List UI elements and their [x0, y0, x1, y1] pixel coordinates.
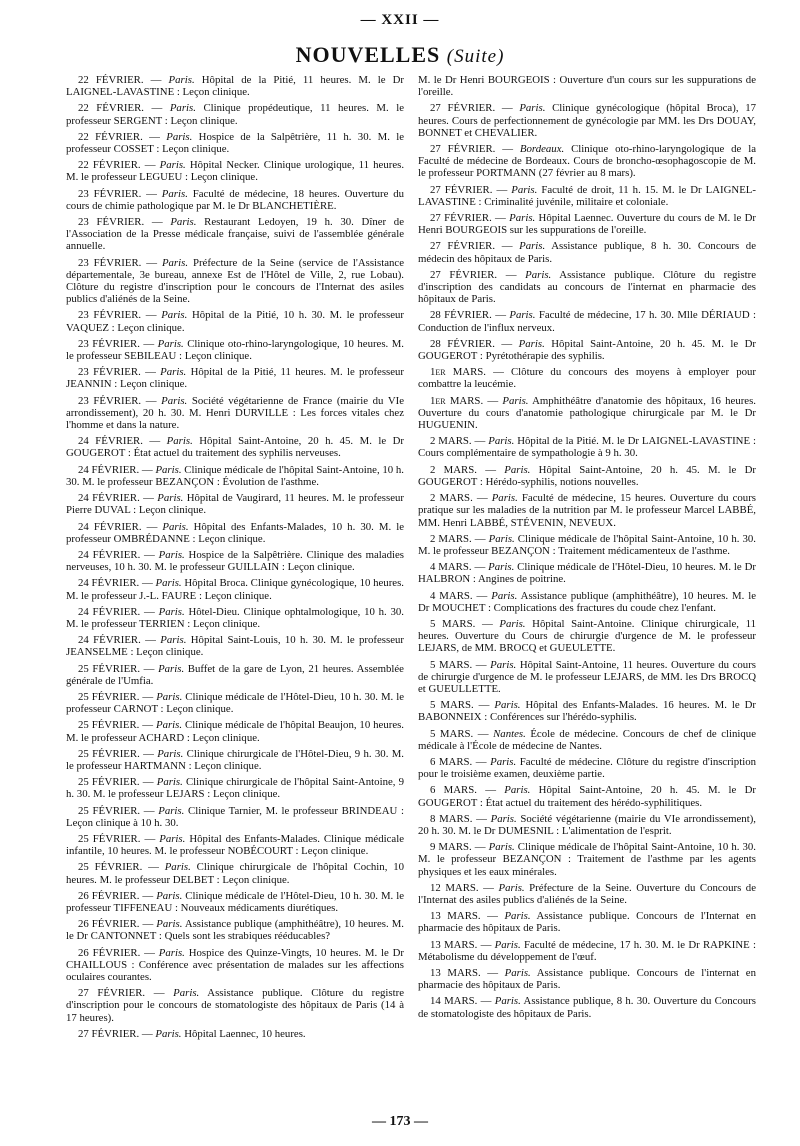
entry-city: Paris.	[155, 719, 183, 732]
entry-city: Paris.	[168, 74, 195, 86]
news-entry: 4 MARS. — Paris. Assistance publique (amphithéâtre), 10 heures. M. le Dr MOUCHET : Complications des fractures du coude chez l'enfant.	[418, 589, 757, 614]
news-entry: 2 MARS. — Paris. Clinique médicale de l'hôpital Saint-Antoine, 10 h. 30. M. le professeur BEZANÇON : Traitement médicamenteux de l'asthme.	[418, 532, 756, 557]
news-entry: 23 FÉVRIER. — Paris. Hôpital de la Pitié, 11 heures. M. le professeur JEANNIN : Leçon clinique.	[66, 366, 405, 391]
entry-city: Paris.	[155, 1027, 182, 1040]
entry-city: Paris.	[504, 463, 531, 476]
news-entry: 1er MARS. — Clôture du concours des moyens à employer pour combattre la leucémie.	[418, 366, 757, 391]
news-entry: 27 FÉVRIER. — Paris. Assistance publique, 8 h. 30. Concours de médecin des hôpitaux de Paris.	[418, 240, 756, 265]
entry-text: Assistance publique. Concours de l'internat en pharmacie des hôpitaux de Paris.	[418, 967, 756, 992]
entry-text: Clinique médicale de l'hôpital Saint-Antoine, 10 h. 30. M. le professeur BEZANÇON : Traitement médicamenteux de l'asthme.	[418, 532, 756, 557]
entry-date: 26 FÉVRIER.	[78, 946, 141, 959]
news-entry: 12 MARS. — Paris. Préfecture de la Seine. Ouverture du Concours de l'Internat des asiles publics d'aliénés de la Seine.	[418, 881, 756, 906]
news-entry: 9 MARS. — Paris. Clinique médicale de l'hôpital Saint-Antoine, 10 h. 30. M. le professeur BEZANÇON : Traitement de l'asthme par les agents physiques et les eaux minérales.	[418, 841, 756, 878]
entry-city: Paris.	[504, 784, 531, 797]
entry-city: Paris.	[159, 159, 186, 172]
entry-city: Paris.	[155, 577, 182, 590]
entry-text: Clinique médicale de l'Hôtel-Dieu, 10 h. 30. M. le professeur CARNOT : Leçon clinique.	[66, 690, 405, 716]
news-entry: 23 FÉVRIER. — Paris. Hôpital de la Pitié, 10 h. 30. M. le professeur VAQUEZ : Leçon clinique.	[66, 309, 404, 334]
title-suite: (Suite)	[446, 46, 505, 67]
entry-date: 5 MARS.	[430, 617, 476, 630]
news-entry: 23 FÉVRIER. — Paris. Préfecture de la Seine (service de l'Assistance départementale, 3e bureau, annexe Est de l'Hôtel de Ville, 2, rue Lobau). Clôture du registre d'inscription pour le concours de l'Internat des asiles publics d'aliénés de la Seine.	[66, 256, 405, 306]
entry-text: Hôpital Saint-Antoine. Clinique chirurgicale, 11 heures. Ouverture du Cours de chirurgie d'urgence de M. le professeur LEJARS, de MM. BROCQ et GUEULETTE.	[418, 617, 756, 655]
news-entry: 27 FÉVRIER. — Paris. Hôpital Laennec. Ouverture du cours de M. le Dr Henri BOURGEOIS sur les suppurations de l'oreille.	[418, 212, 756, 237]
news-entry: 5 MARS. — Paris. Hôpital Saint-Antoine, 11 heures. Ouverture du cours de chirurgie d'urgence de M. le professeur LEJARS, de MM. les Drs BROCQ et GUEULLETTE.	[418, 658, 756, 695]
entry-city: Paris.	[164, 861, 191, 874]
entry-city: Paris.	[499, 617, 526, 630]
entry-text: Clinique médicale de l'Hôtel-Dieu, 10 heures. M. le Dr HALBRON : Angines de poitrine.	[418, 561, 756, 586]
entry-city: Paris.	[488, 532, 515, 545]
entry-text: Faculté de médecine, 15 heures. Ouverture du cours pratique sur les maladies de la nutrition par M. le professeur Marcel LABBÉ, MM. Henri LABBÉ, STÉVENIN, NEVEUX.	[418, 492, 756, 529]
entry-date: 13 MARS.	[430, 938, 478, 951]
entry-date: 8 MARS.	[430, 812, 473, 825]
entry-date: 27 FÉVRIER.	[430, 183, 493, 196]
entry-city: Paris.	[511, 183, 538, 196]
section-title	[0, 42, 800, 68]
news-entry: 28 FÉVRIER. — Paris. Hôpital Saint-Antoine, 20 h. 45. M. le Dr GOUGEROT : Pyrétothérapie des syphilis.	[418, 337, 756, 363]
news-entry: 24 FÉVRIER. — Paris. Hôpital des Enfants-Malades, 10 h. 30. M. le professeur OMBRÉDANNE : Leçon clinique.	[66, 520, 404, 545]
news-entry: 22 FÉVRIER. — Paris. Hôpital de la Pitié, 11 heures. M. le Dr LAIGNEL-LAVASTINE : Leçon clinique.	[66, 74, 405, 99]
entry-city: Paris.	[494, 699, 521, 712]
news-entry	[418, 74, 756, 98]
news-entry: 27 FÉVRIER. — Paris. Hôpital Laennec, 10 heures.	[78, 1027, 306, 1040]
news-entry: 6 MARS. — Paris. Faculté de médecine. Clôture du registre d'inscription pour le troisième examen, deuxième partie.	[418, 755, 757, 781]
entry-city: Bordeaux.	[519, 143, 565, 156]
entry-city: Paris.	[488, 841, 515, 854]
entry-text: Assistance publique. Concours de l'Internat en pharmacie des hôpitaux de Paris.	[418, 910, 756, 935]
entry-date: 22 FÉVRIER.	[78, 130, 143, 143]
entry-city: Paris.	[490, 812, 517, 825]
entry-date: 4 MARS.	[430, 589, 473, 602]
entry-city: Paris.	[490, 658, 517, 671]
entry-city: Paris.	[157, 747, 184, 760]
entry-date: 25 FÉVRIER.	[78, 662, 141, 675]
entry-city: Paris.	[156, 918, 183, 931]
news-entry: 23 FÉVRIER. — Paris. Clinique oto-rhino-laryngologique, 10 heures. M. le professeur SEBILEAU : Leçon clinique.	[66, 337, 404, 363]
entry-text: École de médecine. Concours de chef de clinique médicale à l'École de médecine de Nantes.	[418, 727, 756, 752]
news-entry: 25 FÉVRIER. — Paris. Clinique chirurgicale de l'Hôtel-Dieu, 9 h. 30. M. le professeur HARTMANN : Leçon clinique.	[66, 747, 404, 772]
news-entry: 25 FÉVRIER. — Paris. Clinique chirurgicale de l'hôpital Saint-Antoine, 9 h. 30. M. le professeur LEJARS : Leçon clinique.	[66, 776, 405, 801]
news-entry: 24 FÉVRIER. — Paris. Hôpital Saint-Louis, 10 h. 30. M. le professeur JEANSELME : Leçon clinique.	[66, 634, 404, 659]
entry-date: 27 FÉVRIER.	[430, 212, 492, 225]
news-entry: 25 FÉVRIER. — Paris. Hôpital des Enfants-Malades. Clinique médicale infantile, 10 heures. M. le professeur NOBÉCOURT : Leçon clinique.	[66, 832, 404, 858]
entry-date: 24 FÉVRIER.	[78, 520, 142, 533]
entry-text: Faculté de médecine, 18 heures. Ouverture du cours de chimie pathologique par M. le Dr BLANCHETIÈRE.	[66, 187, 405, 212]
entry-date: 24 FÉVRIER.	[78, 634, 141, 647]
entry-text: Hôpital Saint-Antoine, 11 heures. Ouverture du cours de chirurgie d'urgence de M. le professeur LEJARS, de MM. les Drs BROCQ et GUEULLETTE.	[418, 658, 756, 695]
entry-text: Hôpital des Enfants-Malades, 10 h. 30. M. le professeur OMBRÉDANNE : Leçon clinique.	[66, 520, 404, 545]
entry-date: 4 MARS.	[430, 561, 472, 574]
entry-date: 23 FÉVRIER.	[78, 337, 140, 350]
page-roman-number: — XXII —	[360, 12, 440, 28]
entry-city: Paris.	[488, 435, 515, 448]
news-entry: 22 FÉVRIER. — Paris. Hôpital Necker. Clinique urologique, 11 heures. M. le professeur LEGUEU : Leçon clinique.	[66, 159, 405, 184]
entry-city: Paris.	[502, 394, 529, 407]
entry-text: Clinique oto-rhino-laryngologique, 10 heures. M. le professeur SEBILEAU : Leçon clinique.	[66, 337, 404, 363]
news-entry: 5 MARS. — Paris. Hôpital Saint-Antoine. Clinique chirurgicale, 11 heures. Ouverture du Cours de chirurgie d'urgence de M. le professeur LEJARS, de MM. BROCQ et GUEULETTE.	[418, 617, 756, 655]
entry-date: 2 MARS.	[430, 492, 473, 505]
entry-date: 25 FÉVRIER.	[78, 690, 140, 703]
entry-date: 5 MARS.	[430, 658, 473, 671]
entry-text: Clinique oto-rhino-laryngologique de la Faculté de médecine de Bordeaux. Cours de broncho-œsophagoscopie de M. le professeur PORTMANN (27 février au 8 mars).	[418, 143, 756, 180]
entry-city: Paris.	[160, 634, 187, 647]
entry-date: 23 FÉVRIER.	[78, 187, 142, 200]
entry-city: Nantes.	[493, 727, 526, 740]
entry-city: Paris.	[498, 881, 525, 894]
entry-date: 27 FÉVRIER.	[430, 143, 496, 156]
entry-city: Paris.	[156, 776, 183, 789]
entry-date: 24 FÉVRIER.	[78, 577, 140, 590]
entry-city: Paris.	[504, 967, 531, 979]
entry-date: 24 FÉVRIER.	[78, 548, 141, 561]
entry-text: Hospice des Quinze-Vingts, 10 heures. M. le Dr CHAILLOUS : Conférence avec présentation de malades sur les affections oculaires courantes.	[66, 946, 405, 983]
entry-date: 2 MARS.	[430, 463, 477, 476]
news-entry: 14 MARS. — Paris. Assistance publique, 8 h. 30. Ouverture du Concours de stomatologiste des hôpitaux de Paris.	[418, 995, 756, 1020]
news-entry: 22 FÉVRIER. — Paris. Hospice de la Salpêtrière, 11 h. 30. M. le professeur COSSET : Leçon clinique.	[66, 130, 405, 156]
news-entry: 22 FÉVRIER. — Paris. Clinique propédeutique, 11 heures. M. le professeur SERGENT : Leçon clinique.	[66, 102, 405, 127]
entry-date: 1er MARS.	[430, 394, 484, 407]
news-entry: 27 FÉVRIER. — Bordeaux. Clinique oto-rhino-laryngologique de la Faculté de médecine de Bordeaux. Cours de broncho-œsophagoscopie de M. le professeur PORTMANN (27 février au 8 mars).	[418, 143, 756, 180]
entry-city: Paris.	[161, 309, 188, 322]
entry-date: 27 FÉVRIER.	[430, 268, 498, 281]
entry-date: 12 MARS.	[430, 881, 479, 894]
entry-date: 2 MARS.	[430, 532, 472, 545]
entry-date: 27 FÉVRIER.	[78, 987, 146, 1000]
entry-text: Hospice de la Salpêtrière. Clinique des maladies nerveuses, 10 h. 30. M. le professeur GUILLAIN : Leçon clinique.	[66, 548, 404, 574]
news-entry: 23 FÉVRIER. — Paris. Faculté de médecine, 18 heures. Ouverture du cours de chimie pathologique par M. le Dr BLANCHETIÈRE.	[66, 187, 405, 212]
entry-city: Paris.	[157, 492, 184, 505]
title-main: NOUVELLES	[295, 42, 441, 67]
news-entry: 25 FÉVRIER. — Paris. Clinique Tarnier, M. le professeur BRINDEAU : Leçon clinique à 10 h. 30.	[66, 804, 405, 829]
entry-text: Hôpital de la Pitié, 11 heures. M. le professeur JEANNIN : Leçon clinique.	[66, 366, 405, 391]
entry-city: Paris.	[494, 938, 521, 951]
news-entry: 13 MARS. — Paris. Assistance publique. Concours de l'internat en pharmacie des hôpitaux de Paris.	[418, 967, 756, 992]
entry-city: Paris.	[490, 755, 517, 768]
entry-date: 22 FÉVRIER.	[78, 102, 144, 115]
entry-date: 13 MARS.	[430, 910, 481, 923]
entry-city: Paris.	[509, 309, 536, 322]
entry-text: Hôpital Saint-Antoine, 20 h. 45. M. le Dr GOUGEROT : Hérédo-syphilis, notions nouvelles.	[418, 463, 756, 488]
entry-text: Assistance publique (amphithéâtre), 10 heures. M. le Dr MOUCHET : Complications des fractures du coude chez l'enfant.	[418, 589, 757, 614]
entry-text: Hôpital Saint-Antoine, 20 h. 45. M. le Dr GOUGEROT : Pyrétothérapie des syphilis.	[418, 337, 756, 363]
entry-text: Faculté de droit, 11 h. 15. M. le Dr LAIGNEL-LAVASTINE : Criminalité juvénile, militaire et coloniale.	[418, 183, 756, 208]
entry-text: Hôpital de la Pitié, 11 heures. M. le Dr LAIGNEL-LAVASTINE : Leçon clinique.	[66, 74, 405, 99]
entry-date: 28 FÉVRIER.	[430, 337, 495, 350]
news-entry: 23 FÉVRIER. — Paris. Société végétarienne de France (mairie du VIe arrondissement), 20 h. 30. M. Henri DURVILLE : Les forces vitales chez l'homme et dans la nature.	[66, 394, 405, 432]
entry-text: Préfecture de la Seine (service de l'Assistance départementale, 3e bureau, annexe Est de l'Hôtel de Ville, 2, rue Lobau). Clôture du registre d'inscription pour le concours de l'Internat des asiles publics d'aliénés de la Seine.	[66, 256, 405, 306]
entry-date: 24 FÉVRIER.	[78, 605, 141, 618]
entry-text: Faculté de médecine, 17 h. 30. M. le Dr RAPKINE : Métabolisme du développement de l'œuf.	[418, 938, 756, 963]
entry-date: 23 FÉVRIER.	[78, 309, 142, 322]
entry-date: 13 MARS.	[430, 967, 481, 979]
entry-text: Clinique chirurgicale de l'Hôtel-Dieu, 9 h. 30. M. le professeur HARTMANN : Leçon clinique.	[66, 747, 404, 772]
entry-city: Paris.	[519, 240, 546, 253]
entry-date: 5 MARS.	[430, 699, 474, 712]
entry-city: Paris.	[504, 910, 531, 923]
news-entry: 8 MARS. — Paris. Société végétarienne (mairie du VIe arrondissement), 20 h. 30. M. le Dr DUMESNIL : L'alimentation de l'esprit.	[418, 812, 757, 837]
entry-city: Paris.	[159, 832, 186, 845]
entry-city: Paris.	[491, 589, 518, 602]
entry-text: Assistance publique. Clôture du registre d'inscription des candidats au concours de l'internat en pharmacie des hôpitaux de Paris.	[418, 268, 756, 306]
news-entry: 27 FÉVRIER. — Paris. Faculté de droit, 11 h. 15. M. le Dr LAIGNEL-LAVASTINE : Criminalité juvénile, militaire et coloniale.	[418, 183, 756, 208]
entry-text: Assistance publique, 8 h. 30. Concours de médecin des hôpitaux de Paris.	[418, 240, 756, 265]
entry-city: Paris.	[158, 605, 185, 618]
entry-date: 22 FÉVRIER.	[78, 74, 144, 86]
entry-city: Paris.	[491, 492, 518, 505]
entry-text: Hôpital Laennec. Ouverture du cours de M. le Dr Henri BOURGEOIS sur les suppurations de l'oreille.	[418, 212, 756, 237]
entry-date: 24 FÉVRIER.	[78, 435, 143, 448]
entry-text: Assistance publique (amphithéâtre), 10 heures. M. le Dr CANTONNET : Quels sont les strabiques rééducables?	[66, 918, 404, 943]
entry-text: Clinique médicale de l'hôpital Beaujon, 10 heures. M. le professeur ACHARD : Leçon clinique.	[66, 719, 405, 744]
entry-date: 25 FÉVRIER.	[78, 719, 140, 732]
news-entry: 26 FÉVRIER. — Paris. Assistance publique (amphithéâtre), 10 heures. M. le Dr CANTONNET : Quels sont les strabiques rééducables?	[66, 918, 404, 943]
entry-text: Société végétarienne (mairie du VIe arrondissement), 20 h. 30. M. le Dr DUMESNIL : L'alimentation de l'esprit.	[418, 812, 757, 837]
entry-date: 1er MARS.	[430, 366, 487, 379]
entry-city: Paris.	[488, 561, 515, 574]
entry-text: Hôpital Saint-Louis, 10 h. 30. M. le professeur JEANSELME : Leçon clinique.	[66, 634, 404, 659]
news-entry: 26 FÉVRIER. — Paris. Clinique médicale de l'Hôtel-Dieu, 10 h. 30. M. le professeur TIFFENEAU : Nouveaux médicaments diurétiques.	[66, 889, 405, 914]
entry-text: Hospice de la Salpêtrière, 11 h. 30. M. le professeur COSSET : Leçon clinique.	[66, 130, 405, 156]
entry-city: Paris.	[156, 690, 183, 703]
news-entry: 5 MARS. — Nantes. École de médecine. Concours de chef de clinique médicale à l'École de médecine de Nantes.	[418, 727, 756, 752]
entry-text: Clôture du concours des moyens à employer pour combattre la leucémie.	[418, 366, 757, 391]
entry-date: 25 FÉVRIER.	[78, 804, 141, 817]
news-entry: 24 FÉVRIER. — Paris. Hôpital Saint-Antoine, 20 h. 45. M. le Dr GOUGEROT : État actuel du traitement des syphilis nerveuses.	[66, 435, 404, 460]
entry-city: Paris.	[166, 435, 193, 448]
news-entry: 26 FÉVRIER. — Paris. Hospice des Quinze-Vingts, 10 heures. M. le Dr CHAILLOUS : Conférence avec présentation de malades sur les affections oculaires courantes.	[66, 946, 405, 983]
news-entry: 24 FÉVRIER. — Paris. Hôpital Broca. Clinique gynécologique, 10 heures. M. le professeur J.-L. FAURE : Leçon clinique.	[66, 577, 404, 602]
entry-text: Hôpital de la Pitié, 10 h. 30. M. le professeur VAQUEZ : Leçon clinique.	[66, 309, 404, 334]
news-entry: 25 FÉVRIER. — Paris. Buffet de la gare de Lyon, 21 heures. Assemblée générale de l'Umfia.	[66, 662, 404, 687]
entry-date: 23 FÉVRIER.	[78, 256, 142, 269]
entry-date: 22 FÉVRIER.	[78, 159, 141, 172]
entry-text: Préfecture de la Seine. Ouverture du Concours de l'Internat des asiles publics d'aliénés de la Seine.	[418, 881, 756, 906]
entry-date: 5 MARS.	[430, 727, 474, 740]
entry-city: Paris.	[169, 102, 196, 115]
news-entry: 2 MARS. — Paris. Hôpital Saint-Antoine, 20 h. 45. M. le Dr GOUGEROT : Hérédo-syphilis, notions nouvelles.	[418, 463, 756, 488]
entry-date: 28 FÉVRIER.	[430, 309, 492, 322]
entry-text: Buffet de la gare de Lyon, 21 heures. Assemblée générale de l'Umfia.	[66, 662, 404, 687]
news-entry: 24 FÉVRIER. — Paris. Hôpital de Vaugirard, 11 heures. M. le professeur Pierre DUVAL : Leçon clinique.	[66, 492, 404, 517]
entry-date: 25 FÉVRIER.	[78, 747, 140, 760]
entry-date: 2 MARS.	[430, 435, 472, 448]
entry-date: 23 FÉVRIER.	[78, 366, 141, 379]
entry-text: Faculté de médecine. Clôture du registre d'inscription pour le troisième examen, deuxième partie.	[418, 755, 757, 781]
entry-city: Paris.	[158, 804, 185, 817]
news-entry: 6 MARS. — Paris. Hôpital Saint-Antoine, 20 h. 45. M. le Dr GOUGEROT : État actuel du traitement des hérédo-syphilitiques.	[418, 784, 756, 809]
news-entry: 25 FÉVRIER. — Paris. Clinique médicale de l'Hôtel-Dieu, 10 h. 30. M. le professeur CARNOT : Leçon clinique.	[66, 690, 405, 716]
entry-city: Paris.	[173, 987, 200, 1000]
entry-text: Faculté de médecine, 17 h. 30. Mlle DÉRIAUD : Conduction de l'influx nerveux.	[418, 309, 756, 334]
entry-city: Paris.	[494, 995, 521, 1008]
entry-text: Hôtel-Dieu. Clinique ophtalmologique, 10 h. 30. M. le professeur TERRIEN : Leçon clinique.	[66, 605, 405, 630]
entry-text: Amphithéâtre d'anatomie des hôpitaux, 16 heures. Ouverture du cours d'anatomie pathologique chirurgicale par M. le Dr HUGUENIN.	[418, 394, 757, 432]
news-entry: 27 FÉVRIER. — Paris. Assistance publique. Clôture du registre d'inscription pour le concours de stomatologiste des hôpitaux de Paris (14 à 17 heures).	[66, 987, 404, 1024]
entry-date: 26 FÉVRIER.	[78, 918, 140, 931]
entry-text: Clinique médicale de l'hôpital Saint-Antoine, 10 h. 30. M. le professeur BEZANÇON : Traitement de l'asthme par les agents physiques et les eaux minérales.	[418, 841, 756, 878]
entry-date: 23 FÉVRIER.	[78, 394, 142, 407]
entry-city: Paris.	[157, 337, 184, 350]
news-entry: 27 FÉVRIER. — Paris. Assistance publique. Clôture du registre d'inscription des candidats au concours de l'internat en pharmacie des hôpitaux de Paris.	[418, 268, 756, 306]
entry-date: 25 FÉVRIER.	[78, 861, 143, 874]
entry-text: Hôpital Broca. Clinique gynécologique, 10 heures. M. le professeur J.-L. FAURE : Leçon clinique.	[66, 577, 404, 602]
entry-city: Paris.	[525, 268, 552, 281]
news-entry: 13 MARS. — Paris. Assistance publique. Concours de l'Internat en pharmacie des hôpitaux de Paris.	[418, 910, 756, 935]
entry-text: Société végétarienne de France (mairie du VIe arrondissement), 20 h. 30. M. Henri DURVILLE : Les forces vitales chez l'homme et dans la nature.	[66, 394, 405, 432]
news-entry: 4 MARS. — Paris. Clinique médicale de l'Hôtel-Dieu, 10 heures. M. le Dr HALBRON : Angines de poitrine.	[418, 561, 756, 586]
entry-date: 26 FÉVRIER.	[78, 889, 140, 902]
entry-text: Assistance publique, 8 h. 30. Ouverture du Concours de stomatologiste des hôpitaux de Paris.	[418, 995, 756, 1020]
entry-date: 23 FÉVRIER.	[78, 216, 145, 229]
entry-city: Paris.	[509, 212, 536, 225]
news-entry: 28 FÉVRIER. — Paris. Faculté de médecine, 17 h. 30. Mlle DÉRIAUD : Conduction de l'influx nerveux.	[418, 309, 756, 334]
entry-city: Paris.	[166, 130, 193, 143]
news-entry: 25 FÉVRIER. — Paris. Clinique médicale de l'hôpital Beaujon, 10 heures. M. le professeur ACHARD : Leçon clinique.	[66, 719, 405, 744]
entry-city: Paris.	[161, 187, 188, 200]
entry-date: 24 FÉVRIER.	[78, 463, 140, 476]
entry-date: 9 MARS.	[430, 841, 472, 854]
entry-text: M. le Dr Henri BOURGEOIS : Ouverture d'un cours sur les suppurations de l'oreille.	[418, 74, 756, 99]
news-entry: 24 FÉVRIER. — Paris. Hôtel-Dieu. Clinique ophtalmologique, 10 h. 30. M. le professeur TERRIEN : Leçon clinique.	[66, 605, 405, 630]
entry-text: Hôpital Saint-Antoine, 20 h. 45. M. le Dr GOUGEROT : État actuel du traitement des syphilis nerveuses.	[66, 435, 404, 460]
entry-city: Paris.	[158, 548, 185, 561]
left-column	[66, 74, 404, 1044]
entry-text: Clinique Tarnier, M. le professeur BRINDEAU : Leçon clinique à 10 h. 30.	[66, 804, 405, 829]
news-entry: 27 FÉVRIER. — Paris. Clinique gynécologique (hôpital Broca), 17 heures. Cours de perfectionnement de gynécologie par MM. les Drs DOUAY, BONNET et CHEVALIER.	[418, 102, 756, 139]
entry-city: Paris.	[519, 102, 546, 115]
entry-text: Hôpital de la Pitié. M. le Dr LAIGNEL-LAVASTINE : Cours complémentaire de sympathologie à 9 h. 30.	[418, 435, 756, 460]
news-entry: 24 FÉVRIER. — Paris. Hospice de la Salpêtrière. Clinique des maladies nerveuses, 10 h. 30. M. le professeur GUILLAIN : Leçon clinique.	[66, 548, 404, 574]
entry-text: Assistance publique. Clôture du registre d'inscription pour le concours de stomatologiste des hôpitaux de Paris (14 à 17 heures).	[66, 987, 404, 1024]
news-entry: 2 MARS. — Paris. Hôpital de la Pitié. M. le Dr LAIGNEL-LAVASTINE : Cours complémentaire de sympathologie à 9 h. 30.	[418, 435, 756, 460]
entry-text: Clinique gynécologique (hôpital Broca), 17 heures. Cours de perfectionnement de gynécologie par MM. les Drs DOUAY, BONNET et CHEVALIER.	[418, 102, 756, 139]
entry-date: 14 MARS.	[430, 995, 478, 1008]
entry-date: 27 FÉVRIER.	[430, 102, 496, 115]
entry-date: 24 FÉVRIER.	[78, 492, 140, 505]
news-entry: 1er MARS. — Paris. Amphithéâtre d'anatomie des hôpitaux, 16 heures. Ouverture du cours d'anatomie pathologique chirurgicale par M. le Dr HUGUENIN.	[418, 394, 757, 432]
entry-city: Paris.	[158, 662, 185, 675]
right-column	[418, 74, 756, 1024]
entry-date: 6 MARS.	[430, 755, 473, 768]
entry-city: Paris.	[518, 337, 545, 350]
entry-city: Paris.	[155, 463, 182, 476]
entry-city: Paris.	[162, 520, 189, 533]
entry-city: Paris.	[160, 366, 187, 379]
news-entry: 24 FÉVRIER. — Paris. Clinique médicale de l'hôpital Saint-Antoine, 10 h. 30. M. le professeur BEZANÇON : Évolution de l'asthme.	[66, 463, 404, 488]
entry-city: Paris.	[158, 946, 185, 959]
entry-text: Hôpital Necker. Clinique urologique, 11 heures. M. le professeur LEGUEU : Leçon clinique.	[66, 159, 405, 184]
entry-text: Hôpital de Vaugirard, 11 heures. M. le professeur Pierre DUVAL : Leçon clinique.	[66, 492, 404, 517]
entry-text: Hôpital des Enfants-Malades. Clinique médicale infantile, 10 heures. M. le professeur NOBÉCOURT : Leçon clinique.	[66, 832, 404, 858]
entry-city: Paris.	[161, 394, 188, 407]
news-entry: 23 FÉVRIER. — Paris. Restaurant Ledoyen, 19 h. 30. Dîner de l'Association de la Presse médicale française, suivi de l'assemblée générale annuelle.	[66, 216, 404, 253]
entry-city: Paris.	[156, 889, 183, 902]
entry-city: Paris.	[161, 256, 189, 269]
news-entry: 5 MARS. — Paris. Hôpital des Enfants-Malades. 16 heures. M. le Dr BABONNEIX : Conférences sur l'hérédo-syphilis.	[418, 699, 757, 724]
entry-date: 25 FÉVRIER.	[78, 776, 140, 789]
entry-text: Restaurant Ledoyen, 19 h. 30. Dîner de l'Association de la Presse médicale française, suivi de l'assemblée générale annuelle.	[66, 216, 404, 253]
news-entry: 25 FÉVRIER. — Paris. Clinique chirurgicale de l'hôpital Cochin, 10 heures. M. le professeur DELBET : Leçon clinique.	[66, 861, 404, 886]
entry-text: Hôpital Laennec, 10 heures.	[184, 1027, 306, 1040]
entry-text: Clinique chirurgicale de l'hôpital Cochin, 10 heures. M. le professeur DELBET : Leçon clinique.	[66, 861, 404, 886]
entry-date: 27 FÉVRIER.	[78, 1027, 140, 1040]
entry-text: Clinique médicale de l'hôpital Saint-Antoine, 10 h. 30. M. le professeur BEZANÇON : Évolution de l'asthme.	[66, 463, 404, 488]
entry-city: Paris.	[170, 216, 197, 229]
entry-text: Clinique médicale de l'Hôtel-Dieu, 10 h. 30. M. le professeur TIFFENEAU : Nouveaux médicaments diurétiques.	[66, 889, 405, 914]
news-entry: 2 MARS. — Paris. Faculté de médecine, 15 heures. Ouverture du cours pratique sur les maladies de la nutrition par M. le professeur Marcel LABBÉ, MM. Henri LABBÉ, STÉVENIN, NEVEUX.	[418, 492, 756, 529]
entry-text: Hôpital Saint-Antoine, 20 h. 45. M. le Dr GOUGEROT : État actuel du traitement des hérédo-syphilitiques.	[418, 784, 756, 809]
entry-date: 6 MARS.	[430, 784, 477, 797]
entry-text: Hôpital des Enfants-Malades. 16 heures. M. le Dr BABONNEIX : Conférences sur l'hérédo-syphilis.	[418, 699, 757, 724]
entry-date: 25 FÉVRIER.	[78, 832, 141, 845]
page-number: — 173 —	[372, 1114, 428, 1129]
news-entry: 13 MARS. — Paris. Faculté de médecine, 17 h. 30. M. le Dr RAPKINE : Métabolisme du développement de l'œuf.	[418, 938, 756, 963]
entry-text: Clinique propédeutique, 11 heures. M. le professeur SERGENT : Leçon clinique.	[66, 102, 405, 127]
entry-text: Clinique chirurgicale de l'hôpital Saint-Antoine, 9 h. 30. M. le professeur LEJARS : Leçon clinique.	[66, 776, 405, 801]
entry-date: 27 FÉVRIER.	[430, 240, 496, 253]
